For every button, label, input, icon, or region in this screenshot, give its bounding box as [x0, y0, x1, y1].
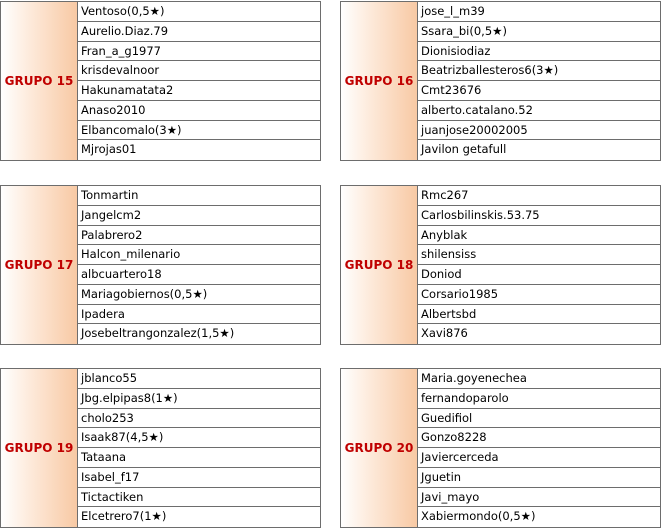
group-label: GRUPO 16: [344, 74, 414, 88]
member-list: [418, 186, 660, 344]
member-row: Maria.goyenechea: [418, 369, 660, 389]
group-label-cell: [341, 369, 418, 527]
member-row: Elcetrero7(1★): [81, 509, 167, 524]
member-row: Javiercerceda: [418, 448, 660, 468]
member-row: Hakunamatata2: [78, 81, 320, 101]
group-table-16: [340, 1, 661, 161]
member-row: Anyblak: [418, 226, 660, 246]
member-row: Tataana: [78, 448, 320, 468]
member-row: Xabiermondo(0,5★): [421, 509, 536, 524]
group-label-cell: [1, 369, 78, 527]
member-row: Ssara_bi(0,5★): [418, 22, 660, 42]
group-label-cell: [341, 186, 418, 344]
member-row: albcuartero18: [78, 265, 320, 285]
member-row: Halcon_milenario: [78, 245, 320, 265]
group-table-20: [340, 368, 661, 528]
group-label-cell: [341, 2, 418, 160]
member-row: Jbg.elpipas8(1★): [78, 389, 320, 409]
member-row: jblanco55: [78, 369, 320, 389]
member-row: Mjrojas01: [81, 142, 137, 157]
member-row: Mariagobiernos(0,5★): [78, 285, 320, 305]
member-row: Albertsbd: [418, 305, 660, 325]
member-row: Palabrero2: [78, 226, 320, 246]
member-list: [418, 369, 660, 527]
group-label: GRUPO 18: [344, 258, 414, 272]
member-row: Tictactiken: [78, 488, 320, 508]
member-list: [78, 186, 320, 344]
member-row: Ipadera: [78, 305, 320, 325]
member-row: Aurelio.Diaz.79: [78, 22, 320, 42]
group-table-15: [0, 1, 321, 161]
member-row: Elbancomalo(3★): [78, 121, 320, 141]
member-row: Tonmartin: [78, 186, 320, 206]
member-row: cholo253: [78, 409, 320, 429]
member-row: Guedifiol: [418, 409, 660, 429]
group-label: GRUPO 15: [4, 74, 74, 88]
member-row: Jangelcm2: [78, 206, 320, 226]
member-row: Javi_mayo: [418, 488, 660, 508]
member-row: Gonzo8228: [418, 428, 660, 448]
member-row: fernandoparolo: [418, 389, 660, 409]
member-row: alberto.catalano.52: [418, 101, 660, 121]
member-row: juanjose20002005: [418, 121, 660, 141]
group-table-17: [0, 185, 321, 345]
group-label: GRUPO 19: [4, 441, 74, 455]
member-row: Rmc267: [418, 186, 660, 206]
member-row: Dionisiodiaz: [418, 42, 660, 62]
member-row: shilensiss: [418, 245, 660, 265]
group-table-18: [340, 185, 661, 345]
member-row: Xavi876: [421, 326, 468, 341]
group-label-cell: [1, 186, 78, 344]
member-row: Fran_a_g1977: [78, 42, 320, 62]
group-label: GRUPO 20: [344, 441, 414, 455]
member-row: Anaso2010: [78, 101, 320, 121]
member-list: [78, 369, 320, 527]
member-list: [418, 2, 660, 160]
member-row: Corsario1985: [418, 285, 660, 305]
member-row: Isaak87(4,5★): [78, 428, 320, 448]
member-row: Jguetin: [418, 468, 660, 488]
member-row: Carlosbilinskis.53.75: [418, 206, 660, 226]
member-row: Doniod: [418, 265, 660, 285]
member-row: jose_l_m39: [418, 2, 660, 22]
group-table-19: [0, 368, 321, 528]
member-row: Cmt23676: [418, 81, 660, 101]
group-label-cell: [1, 2, 78, 160]
member-row: Ventoso(0,5★): [78, 2, 320, 22]
member-row: Javilon getafull: [421, 142, 507, 157]
group-label: GRUPO 17: [4, 258, 74, 272]
member-row: Isabel_f17: [78, 468, 320, 488]
member-list: [78, 2, 320, 160]
member-row: Josebeltrangonzalez(1,5★): [81, 326, 235, 341]
member-row: Beatrizballesteros6(3★): [418, 61, 660, 81]
member-row: krisdevalnoor: [78, 61, 320, 81]
